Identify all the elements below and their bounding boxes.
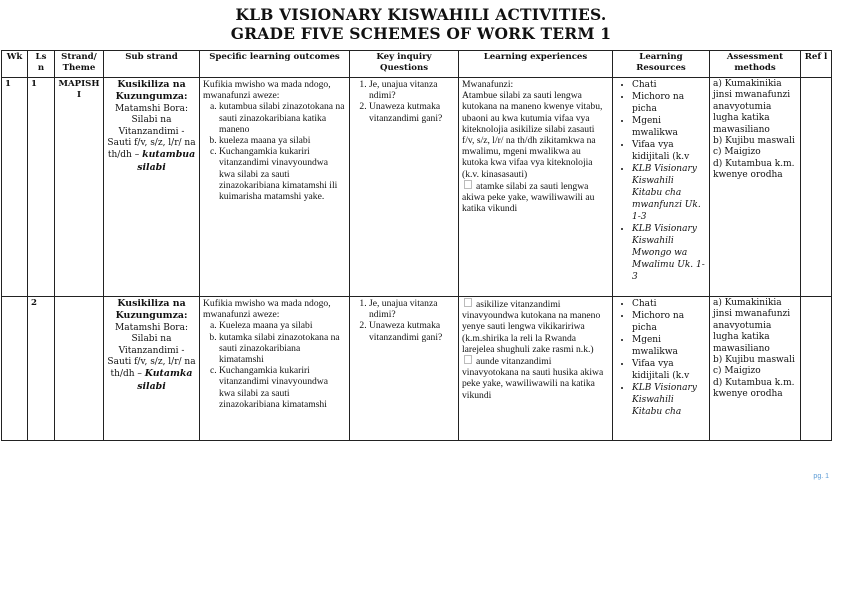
- experiences-cell: [459, 297, 613, 441]
- page-number: pg. 1: [813, 473, 829, 480]
- column-header: Strand/ Theme: [55, 51, 104, 78]
- questions-list: [353, 79, 455, 124]
- experience-text: atamke silabi za sauti lengwa akiwa peke yake, wawiliwawili au katika vikundi: [462, 180, 595, 215]
- experiences-cell: [459, 78, 613, 297]
- table-row: [2, 78, 832, 297]
- questions-cell: [350, 297, 459, 441]
- checkbox-icon: [464, 180, 472, 189]
- assessment-item: c) Maigizo: [713, 366, 761, 377]
- sub-strand-cell: [104, 297, 200, 441]
- scheme-of-work-table: [1, 50, 832, 441]
- outcome-item: c. Kuchangamkia kukariri vitanzandimi vinavyoundwa kwa silabi za sauti zinazokaribiana kimatamshi: [219, 365, 346, 410]
- assessment-item: a) Kumakinikia jinsi mwanafunzi anavyotumia lugha katika mawasiliano: [713, 79, 791, 135]
- column-header: Key inquiry Questions: [350, 51, 459, 78]
- resource-item: • Chati: [632, 79, 706, 91]
- checkbox-icon: [464, 355, 472, 364]
- reference-cell: [801, 78, 832, 297]
- resource-item: • Mgeni mwalikwa: [632, 334, 706, 358]
- strand-cell: MAPISH I: [55, 78, 104, 297]
- resource-item: • Vifaa vya kidijitali (k.v: [632, 139, 706, 163]
- column-header: Learning experiences: [459, 51, 613, 78]
- assessment-item: c) Maigizo: [713, 147, 761, 158]
- experiences-text: Atambue silabi za sauti lengwa kutokana na maneno kwenye vitabu, ubaoni au kwa kutumia vifaa vya kiteknolojia asikilize silabi zasauti f/v, s/z, l/r/ na th/dh zikitamkwa na mwalimu, mgeni mwalikwa au kutoka kwa vifaa vya kiteknolojia (k.v. kinasasauti): [462, 90, 603, 180]
- outcome-item: a. kutambua silabi zinazotokana na sauti zinazokaribiana katika maneno: [219, 101, 346, 135]
- column-header: Sub strand: [104, 51, 200, 78]
- experience-item: [462, 298, 609, 355]
- resources-cell: [613, 297, 710, 441]
- resource-item: • Michoro na picha: [632, 310, 706, 334]
- assessment-cell: [710, 297, 801, 441]
- header-row: [2, 51, 832, 78]
- lesson-cell: 2: [28, 297, 55, 441]
- document-subtitle: GRADE FIVE SCHEMES OF WORK TERM 1: [230, 24, 612, 43]
- column-header: Assessment methods: [710, 51, 801, 78]
- resources-list: [616, 298, 706, 418]
- question-item: 2. Unaweza kutmaka vitanzandimi gani?: [369, 320, 455, 342]
- question-item: 1. Je, unajua vitanza ndimi?: [369, 298, 455, 320]
- checkbox-icon: [464, 298, 472, 307]
- column-header: Wk: [2, 51, 28, 78]
- outcomes-cell: [200, 78, 350, 297]
- question-item: 1. Je, unajua vitanza ndimi?: [369, 79, 455, 101]
- outcomes-intro: Kufikia mwisho wa mada ndogo, mwanafunzi aweze:: [203, 298, 331, 321]
- outcomes-intro: Kufikia mwisho wa mada ndogo, mwanafunzi aweze:: [203, 79, 331, 102]
- experience-text: aunde vitanzandimi vinavyotokana na sauti husika akiwa peke yake, wawiliwawili na katika vikundi: [462, 356, 604, 401]
- resource-item: • Chati: [632, 298, 706, 310]
- resource-book: • KLB Visionary Kiswahili Mwongo wa Mwalimu Uk. 1-3: [632, 223, 706, 283]
- experience-text: asikilize vitanzandimi vinavyoundwa kutokana na maneno yenye sauti lengwa vikikaririwa (k.m.shirika la reli la Rwanda larejelea shughuli zake rasmi n.k.): [462, 299, 601, 355]
- assessment-item: d) Kutambua k.m. kwenye orodha: [713, 158, 795, 181]
- table-row: [2, 297, 832, 441]
- outcome-item: b. kutamka silabi zinazotokana na sauti zinazokaribiana kimatamshi: [219, 332, 346, 366]
- reference-cell: [801, 297, 832, 441]
- sub-strand-heading: Kusikiliza na Kuzungumza:: [115, 298, 188, 322]
- week-cell: [2, 297, 28, 441]
- sub-strand-text: Matamshi Bora: Silabi na Vitanzandimi -Sauti f/v, s/z, l/r/ na th/dh –: [107, 322, 196, 380]
- outcomes-list: [203, 101, 346, 202]
- sub-strand-focus: Kutamka silabi: [137, 368, 193, 392]
- column-header: Learning Resources: [613, 51, 710, 78]
- experience-item: [462, 355, 609, 401]
- resource-book: • KLB Visionary Kiswahili Kitabu cha: [632, 382, 706, 418]
- outcomes-list: [203, 320, 346, 410]
- assessment-item: d) Kutambua k.m. kwenye orodha: [713, 377, 795, 400]
- outcome-item: c. Kuchangamkia kukariri vitanzandimi vinavyoundwa kwa silabi za sauti zinazokaribiana kimatamshi ili kuimarisha matamshi yake.: [219, 146, 346, 202]
- questions-list: [353, 298, 455, 343]
- resources-cell: [613, 78, 710, 297]
- lesson-cell: 1: [28, 78, 55, 297]
- experience-item: [462, 180, 609, 215]
- experiences-intro: Mwanafunzi:: [462, 79, 514, 90]
- resource-item: • Mgeni mwalikwa: [632, 115, 706, 139]
- assessment-cell: [710, 78, 801, 297]
- column-header: Ref l: [801, 51, 832, 78]
- column-header: Specific learning outcomes: [200, 51, 350, 78]
- sub-strand-focus: kutambua silabi: [137, 149, 196, 173]
- assessment-item: a) Kumakinikia jinsi mwanafunzi anavyotumia lugha katika mawasiliano: [713, 298, 791, 354]
- sub-strand-heading: Kusikiliza na Kuzungumza:: [115, 79, 188, 103]
- outcomes-cell: [200, 297, 350, 441]
- column-header: Ls n: [28, 51, 55, 78]
- resources-list: [616, 79, 706, 283]
- resource-book: • KLB Visionary Kiswahili Kitabu cha mwanfunzi Uk. 1-3: [632, 163, 706, 223]
- resource-item: • Vifaa vya kidijitali (k.v: [632, 358, 706, 382]
- resource-item: • Michoro na picha: [632, 91, 706, 115]
- assessment-item: b) Kujibu maswali: [713, 136, 795, 147]
- outcome-item: b. kueleza maana ya silabi: [219, 135, 346, 146]
- question-item: 2. Unaweza kutmaka vitanzandimi gani?: [369, 101, 455, 123]
- outcome-item: a. Kueleza maana ya silabi: [219, 320, 346, 331]
- assessment-item: b) Kujibu maswali: [713, 355, 795, 366]
- questions-cell: [350, 78, 459, 297]
- sub-strand-text: Matamshi Bora: Silabi na Vitanzandimi -Sauti f/v, s/z, l/r/ na th/dh –: [107, 103, 196, 161]
- week-cell: 1: [2, 78, 28, 297]
- sub-strand-cell: [104, 78, 200, 297]
- strand-cell: [55, 297, 104, 441]
- document-title: KLB VISIONARY KISWAHILI ACTIVITIES.: [235, 5, 607, 24]
